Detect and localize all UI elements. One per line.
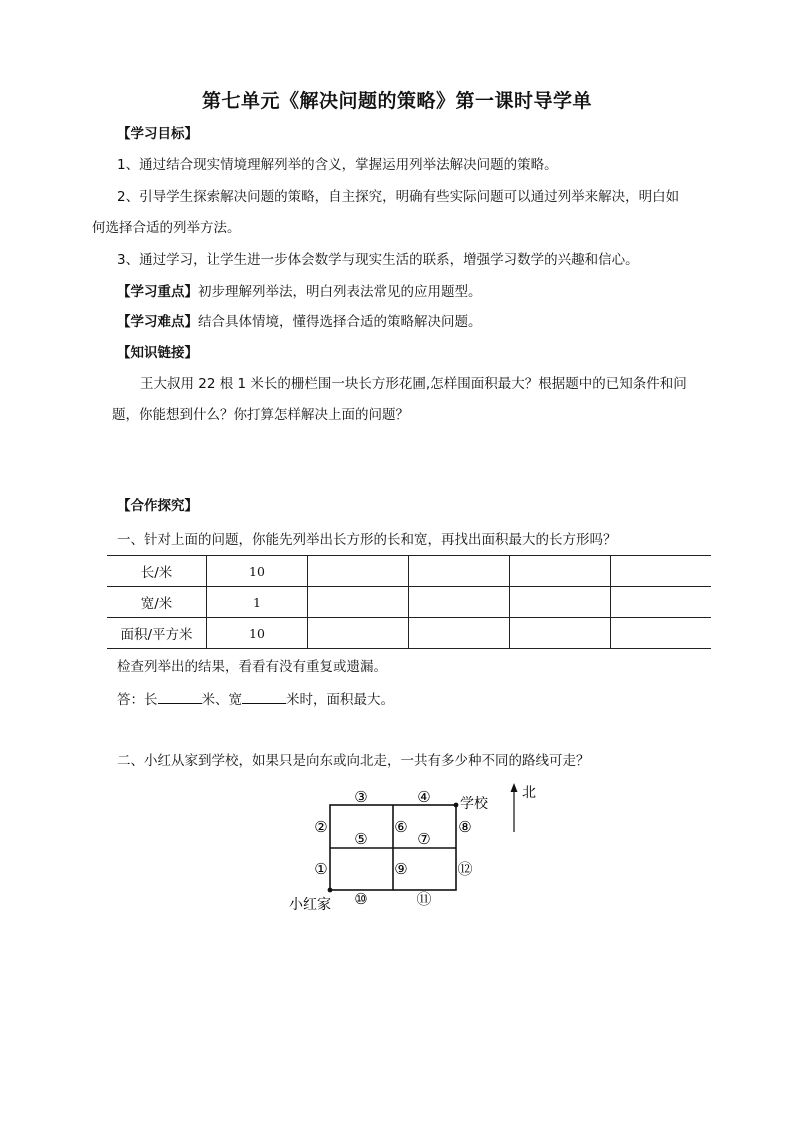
goal-item-3: 3、通过学习，让学生进一步体会数学与现实生活的联系，增强学习数学的兴趣和信心。 — [117, 252, 639, 268]
answer-suffix: 米时，面积最大。 — [286, 692, 394, 708]
home-label: 小红家 — [289, 897, 331, 913]
segment-label: ⑩ — [354, 890, 368, 908]
key-point-label: 【学习重点】 — [117, 284, 198, 300]
segment-label: ⑨ — [394, 860, 408, 878]
school-label: 学校 — [460, 796, 488, 812]
segment-label: ⑪ — [416, 890, 432, 908]
question-1: 一、针对上面的问题，你能先列举出长方形的长和宽，再找出面积最大的长方形吗？ — [117, 532, 617, 548]
knowledge-line-2: 题，你能想到什么？你打算怎样解决上面的问题？ — [112, 407, 409, 423]
segment-label: ① — [314, 860, 328, 878]
question-2: 二、小红从家到学校，如果只是向东或向北走，一共有多少种不同的路线可走？ — [117, 753, 590, 769]
segment-label: ④ — [417, 788, 431, 806]
segment-label: ② — [314, 818, 328, 836]
knowledge-line-1: 王大叔用 22 根 1 米长的栅栏围一块长方形花圃,怎样围面积最大？根据题中的已知条件和问 — [140, 376, 687, 392]
segment-label: ⑦ — [417, 830, 431, 848]
segment-label: ⑧ — [458, 818, 472, 836]
table-cell: 10 — [207, 618, 308, 649]
table-cell: 10 — [207, 556, 308, 587]
home-point — [328, 888, 333, 893]
goal-item-2-line1: 2、引导学生探索解决问题的策略，自主探究，明确有些实际问题可以通过列举来解决，明白如 — [117, 189, 680, 205]
explore-heading: 【合作探究】 — [117, 498, 198, 514]
segment-label: ⑫ — [457, 860, 473, 878]
north-arrow-icon — [511, 783, 518, 792]
segment-label: ③ — [354, 788, 368, 806]
difficulty-label: 【学习难点】 — [117, 314, 198, 330]
answer-mid: 米、宽 — [201, 692, 242, 708]
goals-heading: 【学习目标】 — [117, 126, 198, 142]
school-point — [454, 803, 459, 808]
row-label: 面积/平方米 — [107, 618, 207, 649]
row-label: 宽/米 — [107, 587, 207, 618]
north-label: 北 — [522, 785, 536, 801]
answer-prefix: 答：长 — [117, 692, 158, 708]
goal-item-2-line2: 何选择合适的列举方法。 — [92, 220, 241, 236]
row-label: 长/米 — [107, 556, 207, 587]
table-cell: 1 — [207, 587, 308, 618]
segment-label: ⑥ — [394, 818, 408, 836]
difficulty-text: 结合具体情境，懂得选择合适的策略解决问题。 — [198, 314, 482, 330]
check-note: 检查列举出的结果，看看有没有重复或遗漏。 — [117, 659, 387, 675]
goal-item-1: 1、通过结合现实情境理解列举的含义，掌握运用列举法解决问题的策略。 — [117, 157, 558, 173]
segment-label: ⑤ — [354, 830, 368, 848]
page-title: 第七单元《解决问题的策略》第一课时导学单 — [201, 90, 592, 112]
knowledge-heading: 【知识链接】 — [117, 345, 198, 361]
key-point-text: 初步理解列举法，明白列表法常见的应用题型。 — [198, 284, 482, 300]
